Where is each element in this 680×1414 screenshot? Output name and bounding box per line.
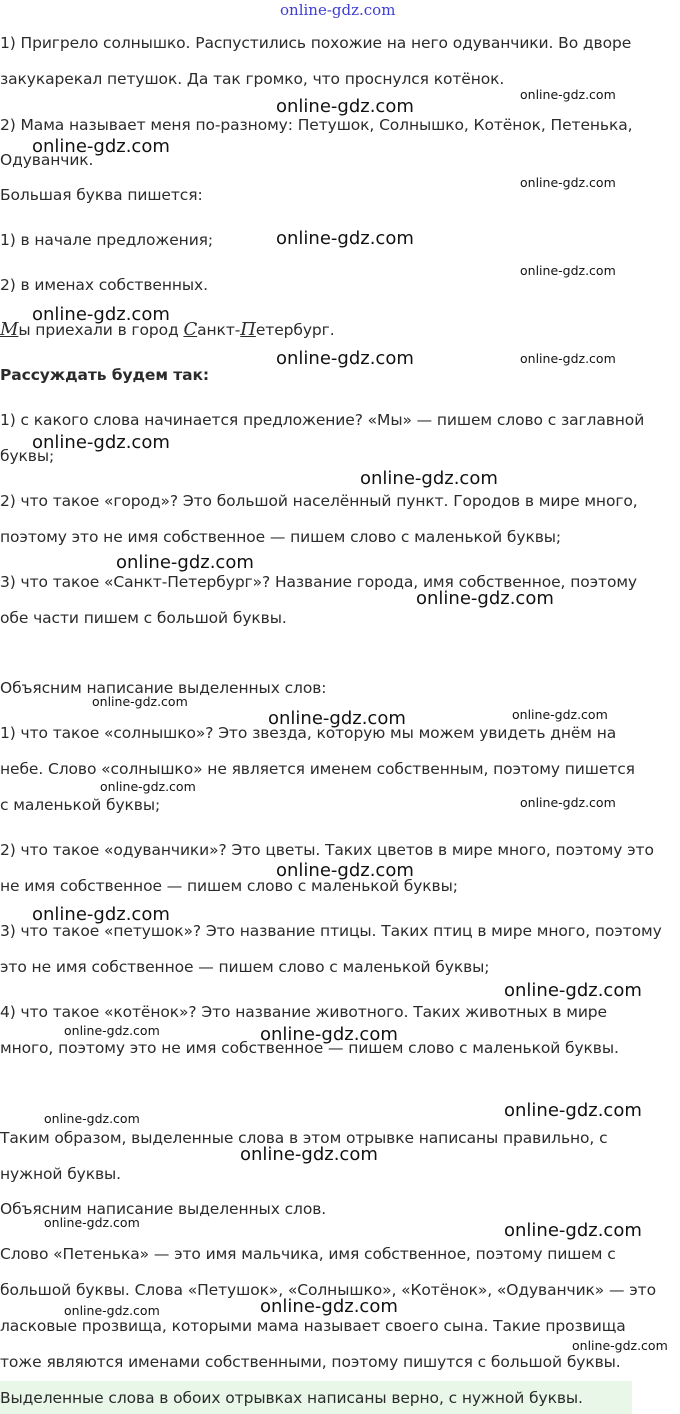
text-line: 1) с какого слова начинается предложение? «Мы» — пишем слово с заглавной bbox=[0, 411, 645, 429]
text-line: большой буквы. Слова «Петушок», «Солнышко», «Котёнок», «Одуванчик» — это bbox=[0, 1281, 656, 1299]
watermark: online-gdz.com bbox=[92, 694, 188, 709]
text-line: 3) что такое «петушок»? Это название птицы. Таких птиц в мире много, поэтому bbox=[0, 922, 662, 940]
watermark: online-gdz.com bbox=[64, 1303, 160, 1318]
text-line: 4) что такое «котёнок»? Это название животного. Таких животных в мире bbox=[0, 1003, 607, 1021]
section-heading: Объясним написание выделенных слов: bbox=[0, 679, 327, 697]
text-line: поэтому это не имя собственное — пишем слово с маленькой буквы; bbox=[0, 528, 562, 546]
watermark: online-gdz.com bbox=[572, 1338, 668, 1353]
section-heading: Рассуждать будем так: bbox=[0, 366, 209, 384]
watermark: online-gdz.com bbox=[44, 1111, 140, 1126]
watermark: online-gdz.com bbox=[520, 795, 616, 810]
capital-letter: М bbox=[0, 319, 19, 340]
text-line: много, поэтому это не имя собственное — пишем слово с маленькой буквы. bbox=[0, 1039, 619, 1057]
text-line: 2) Мама называет меня по-разному: Петушок, Солнышко, Котёнок, Петенька, bbox=[0, 116, 633, 134]
watermark: online-gdz.com bbox=[32, 432, 170, 453]
text-line: 2) что такое «одуванчики»? Это цветы. Таких цветов в мире много, поэтому это bbox=[0, 841, 654, 859]
watermark: online-gdz.com bbox=[32, 304, 170, 325]
capital-letter: С bbox=[183, 319, 198, 340]
watermark-top: online-gdz.com bbox=[280, 1, 396, 19]
watermark: online-gdz.com bbox=[240, 1144, 378, 1165]
watermark: online-gdz.com bbox=[64, 1023, 160, 1038]
watermark: online-gdz.com bbox=[100, 779, 196, 794]
text-line: ласковые прозвища, которыми мама называет своего сына. Такие прозвища bbox=[0, 1317, 626, 1335]
text-line: 1) Пригрело солнышко. Распустились похожие на него одуванчики. Во дворе bbox=[0, 34, 632, 52]
text-line: 3) что такое «Санкт-Петербург»? Название города, имя собственное, поэтому bbox=[0, 573, 638, 591]
text-line: буквы; bbox=[0, 447, 55, 465]
watermark: online-gdz.com bbox=[276, 228, 414, 249]
watermark: online-gdz.com bbox=[268, 708, 406, 729]
watermark: online-gdz.com bbox=[276, 860, 414, 881]
watermark: online-gdz.com bbox=[360, 468, 498, 489]
text-line: нужной буквы. bbox=[0, 1165, 121, 1183]
capital-letter: П bbox=[240, 319, 256, 340]
text-line: с маленькой буквы; bbox=[0, 796, 161, 814]
text-line: Одуванчик. bbox=[0, 151, 94, 169]
text-line: 1) в начале предложения; bbox=[0, 231, 214, 249]
watermark: online-gdz.com bbox=[520, 351, 616, 366]
watermark: online-gdz.com bbox=[520, 87, 616, 102]
rule-heading: Большая буква пишется: bbox=[0, 186, 203, 204]
section-heading: Объясним написание выделенных слов. bbox=[0, 1200, 327, 1218]
watermark: online-gdz.com bbox=[276, 348, 414, 369]
watermark: online-gdz.com bbox=[512, 707, 608, 722]
watermark: online-gdz.com bbox=[116, 552, 254, 573]
text-line: Таким образом, выделенные слова в этом отрывке написаны правильно, с bbox=[0, 1129, 608, 1147]
example-sentence: Мы приехали в город Санкт-Петербург. bbox=[0, 319, 335, 340]
watermark: online-gdz.com bbox=[32, 136, 170, 157]
text-line: закукарекал петушок. Да так громко, что проснулся котёнок. bbox=[0, 70, 505, 88]
text-line: 2) в именах собственных. bbox=[0, 276, 208, 294]
text-line: небе. Слово «солнышко» не является именем собственным, поэтому пишется bbox=[0, 760, 635, 778]
watermark: online-gdz.com bbox=[260, 1296, 398, 1317]
watermark: online-gdz.com bbox=[44, 1215, 140, 1230]
watermark: online-gdz.com bbox=[520, 175, 616, 190]
text-line: обе части пишем с большой буквы. bbox=[0, 609, 287, 627]
watermark: online-gdz.com bbox=[520, 263, 616, 278]
text-line: тоже являются именами собственными, поэтому пишутся с большой буквы. bbox=[0, 1353, 621, 1371]
watermark: online-gdz.com bbox=[276, 96, 414, 117]
conclusion-line: Выделенные слова в обоих отрывках написаны верно, с нужной буквы. bbox=[0, 1389, 583, 1407]
watermark: online-gdz.com bbox=[504, 1100, 642, 1121]
watermark: online-gdz.com bbox=[416, 588, 554, 609]
text-line: Слово «Петенька» — это имя мальчика, имя собственное, поэтому пишем с bbox=[0, 1245, 616, 1263]
watermark: online-gdz.com bbox=[32, 904, 170, 925]
text-line: это не имя собственное — пишем слово с маленькой буквы; bbox=[0, 958, 490, 976]
text-line: 2) что такое «город»? Это большой населённый пункт. Городов в мире много, bbox=[0, 492, 638, 510]
text-line: 1) что такое «солнышко»? Это звезда, которую мы можем увидеть днём на bbox=[0, 724, 617, 742]
text-line: не имя собственное — пишем слово с маленькой буквы; bbox=[0, 877, 458, 895]
watermark: online-gdz.com bbox=[260, 1024, 398, 1045]
watermark: online-gdz.com bbox=[504, 1220, 642, 1241]
watermark: online-gdz.com bbox=[504, 980, 642, 1001]
